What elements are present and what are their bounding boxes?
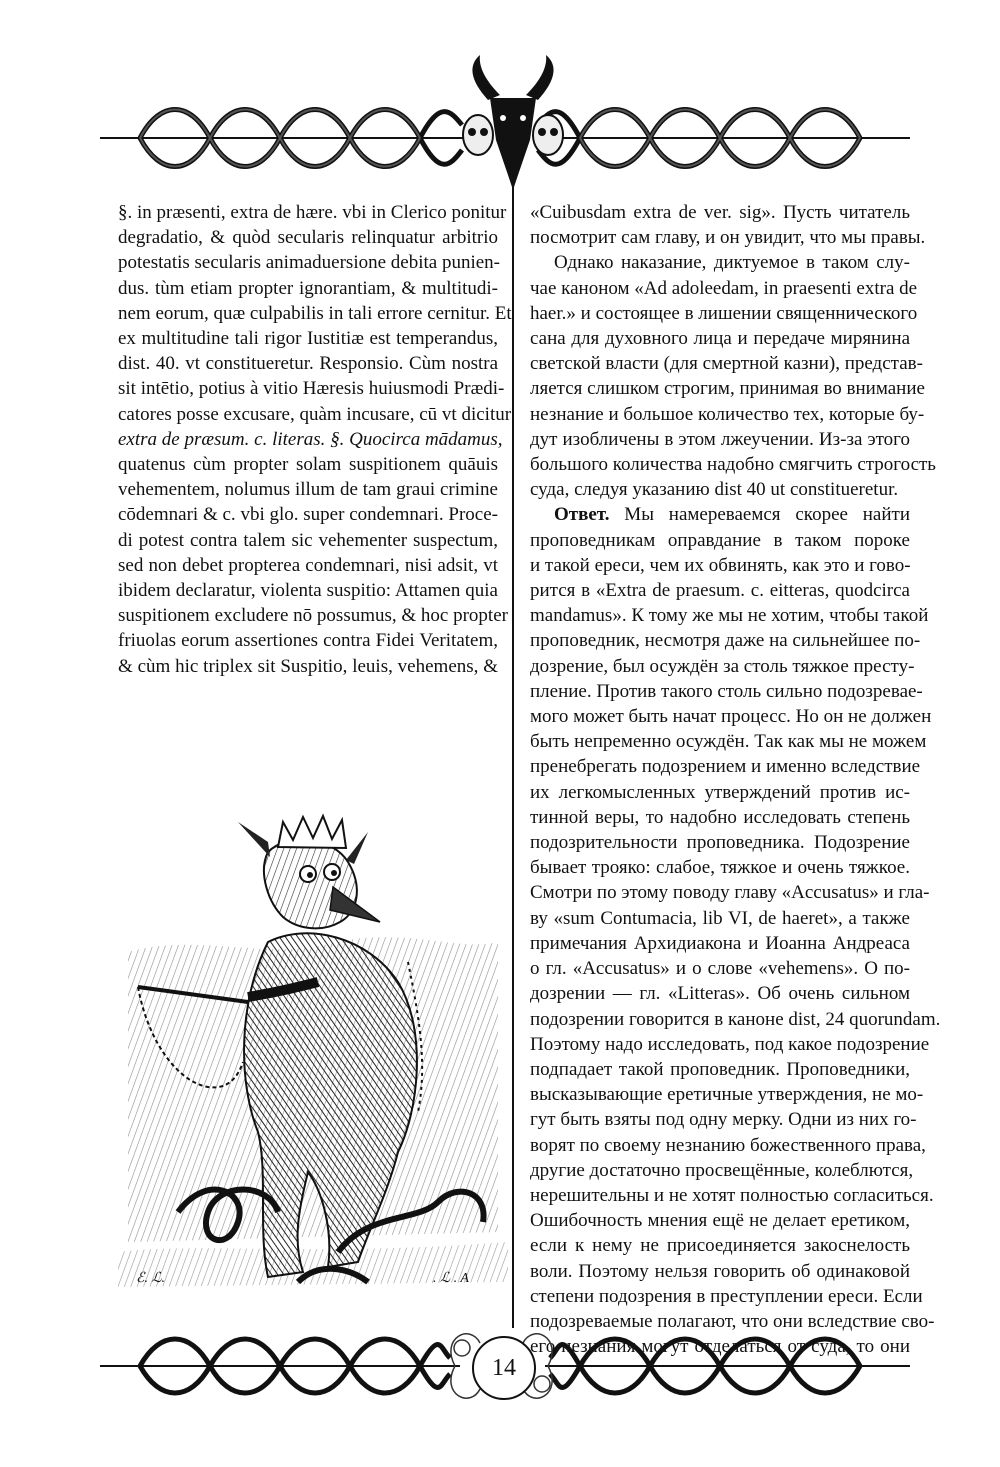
demon-engraving-illustration bbox=[118, 812, 508, 1312]
latin-line: ibidem declaratur, violenta suspitio: Attamen quia bbox=[118, 580, 498, 602]
text-line: «Cuibusdam extra de ver. sig». Пусть читатель bbox=[530, 202, 910, 223]
text-line: дозрение, был осуждён за столь тяжкое престу- bbox=[530, 655, 915, 677]
text-line: другие достаточно просвещённые, колеблются, bbox=[530, 1159, 914, 1181]
text-line: о гл. «Accusatus» и о слове «vehemens». О по- bbox=[530, 958, 910, 980]
text-line: светской власти (для смертной казни), представ- bbox=[530, 353, 923, 375]
column-divider bbox=[512, 168, 514, 1328]
text-line: mandamus». К тому же мы не хотим, чтобы такой bbox=[530, 605, 929, 627]
text-line: степени подозрения в преступлении ереси. Если bbox=[530, 1285, 923, 1307]
text-line: суда, следуя указанию dist 40 ut constitueretur. bbox=[530, 479, 899, 501]
text-line: подозрении говорится в каноне dist, 24 quorundam. bbox=[530, 1008, 941, 1030]
latin-line: dus. tùm etiam propter ignorantiam, & multitudi- bbox=[118, 277, 498, 299]
text-line: чае каноном «Ad adoleedam, in praesenti extra de bbox=[530, 277, 918, 299]
text-line: проповедникам оправдание в таком пороке bbox=[530, 529, 910, 551]
text-line: воли. Поэтому нельзя говорить об одинаковой bbox=[530, 1260, 910, 1282]
latin-line: §. in præsenti, extra de hære. vbi in Clerico ponitur bbox=[118, 202, 507, 223]
text-line: посмотрит сам главу, и он увидит, что мы правы. bbox=[530, 227, 926, 249]
latin-line: sit intētio, potius à vitio Hæresis huiusmodi Prædi- bbox=[118, 378, 505, 400]
text-line: подозреваемые полагают, что они вследствие сво- bbox=[530, 1310, 935, 1332]
text-line: Поэтому надо исследовать, под какое подозрение bbox=[530, 1033, 930, 1055]
latin-line: vehementem, nolumus illum de tam graui crimine bbox=[118, 479, 498, 501]
text-line: ву «sum Contumacia, lib VI, de haeret», а также bbox=[530, 907, 910, 929]
text-line: их легкомысленных утверждений против ис- bbox=[530, 781, 910, 803]
latin-line: degradatio, & quòd secularis relinquatur arbitrio bbox=[118, 227, 498, 249]
text-line: примечания Архидиакона и Иоанна Андреаса bbox=[530, 932, 910, 954]
text-line: ляется слишком строгим, принимая во внимание bbox=[530, 378, 925, 400]
text-line: ворят по своему незнанию божественного права, bbox=[530, 1134, 926, 1156]
latin-line: cōdemnari & c. vbi glo. super condemnari. Proce- bbox=[118, 504, 498, 526]
text-line: нерешительны и не хотят полностью согласиться. bbox=[530, 1184, 934, 1206]
text-line: Однако наказание, диктуемое в таком слу- bbox=[554, 252, 910, 274]
text-line: пренебрегать подозрением и именно вследствие bbox=[530, 756, 921, 778]
latin-line: nem eorum, quæ culpabilis in tali errore cernitur. Et bbox=[118, 302, 512, 324]
text-line: и такой ереси, чем их обвинять, как это и гово- bbox=[530, 554, 911, 576]
page-number: 14 bbox=[472, 1336, 536, 1400]
signature-mark: . ℒ . A bbox=[433, 1271, 469, 1286]
text-line: сана для духовного лица и передаче мирянина bbox=[530, 328, 910, 350]
latin-line: quatenus cùm propter solam suspitionem quāuis bbox=[118, 454, 498, 476]
right-column-russian-text bbox=[530, 200, 941, 1359]
skull-right-icon bbox=[533, 115, 563, 155]
text-line: высказывающие еретичные утверждения, не мо- bbox=[530, 1084, 924, 1106]
answer-first-rest: Мы намереваемся скорее найти bbox=[624, 504, 910, 526]
latin-line: di potest contra talem sic vehementer suspectum, bbox=[118, 529, 498, 551]
left-column-latin-text bbox=[118, 200, 512, 679]
answer-first-line bbox=[530, 502, 910, 527]
text-line: бывает трояко: слабое, тяжкое и очень тяжкое. bbox=[530, 857, 910, 879]
latin-line: catores posse excusare, quàm incusare, cū vt dicitur bbox=[118, 403, 512, 425]
text-line: его незнания могут отделаться от суда, то они bbox=[530, 1336, 910, 1358]
crown-icon bbox=[278, 816, 346, 848]
top-ornament bbox=[0, 40, 1000, 200]
text-line: тинной веры, то надобно исследовать степень bbox=[530, 806, 910, 828]
text-line: дут изобличены в этом лжеучении. Из-за этого bbox=[530, 428, 910, 450]
text-line: мого может быть начат процесс. Но он не должен bbox=[530, 706, 932, 728]
text-line: гут быть взяты под одну мерку. Одни из них го- bbox=[530, 1109, 917, 1131]
text-line: незнание и большое количество тех, которые бу- bbox=[530, 403, 925, 425]
text-line: пление. Против такого столь сильно подозревае- bbox=[530, 680, 923, 702]
answer-lead: Ответ. bbox=[554, 504, 610, 526]
text-line: если к нему не присоединяется закоснелость bbox=[530, 1235, 910, 1257]
latin-line: extra de præsum. c. literas. §. Quocirca mādamus, bbox=[118, 428, 503, 450]
latin-line: & cùm hic triplex sit Suspitio, leuis, vehemens, & bbox=[118, 655, 498, 677]
text-line: рится в «Extra de praesum. c. eitteras, quodcirca bbox=[530, 580, 910, 602]
text-line: дозрении — гл. «Litteras». Об очень сильном bbox=[530, 983, 910, 1005]
latin-line: friuolas eorum assertiones contra Fidei Veritatem, bbox=[118, 630, 498, 652]
skull-left-icon bbox=[463, 115, 493, 155]
text-line: быть непременно осуждён. Так как мы не можем bbox=[530, 731, 927, 753]
text-line: проповедник, несмотря даже на сильнейшее по- bbox=[530, 630, 921, 652]
latin-line: dist. 40. vt constitueretur. Responsio. Cùm nostra bbox=[118, 353, 498, 375]
text-line: Смотри по этому поводу главу «Accusatus» и гла- bbox=[530, 882, 930, 904]
latin-line: sed non debet propterea condemnari, nisi adsit, vt bbox=[118, 554, 498, 576]
text-line: haer.» и состоящее в лишении священнического bbox=[530, 302, 918, 324]
signature-mark: ℰ. ℒ. bbox=[136, 1271, 166, 1286]
latin-line: potestatis secularis animaduersione debita punien- bbox=[118, 252, 500, 274]
text-line: большого количества надобно смягчить строгость bbox=[530, 454, 936, 476]
latin-line: ex multitudine tali rigor Iustitiæ est temperandus, bbox=[118, 328, 498, 350]
text-line: подпадает такой проповедник. Проповедники, bbox=[530, 1058, 910, 1080]
text-line: подозрительности проповедника. Подозрение bbox=[530, 832, 910, 854]
text-line: Ошибочность мнения ещё не делает еретиком, bbox=[530, 1210, 910, 1232]
latin-line: suspitionem excludere nō possumus, & hoc propter bbox=[118, 605, 508, 627]
